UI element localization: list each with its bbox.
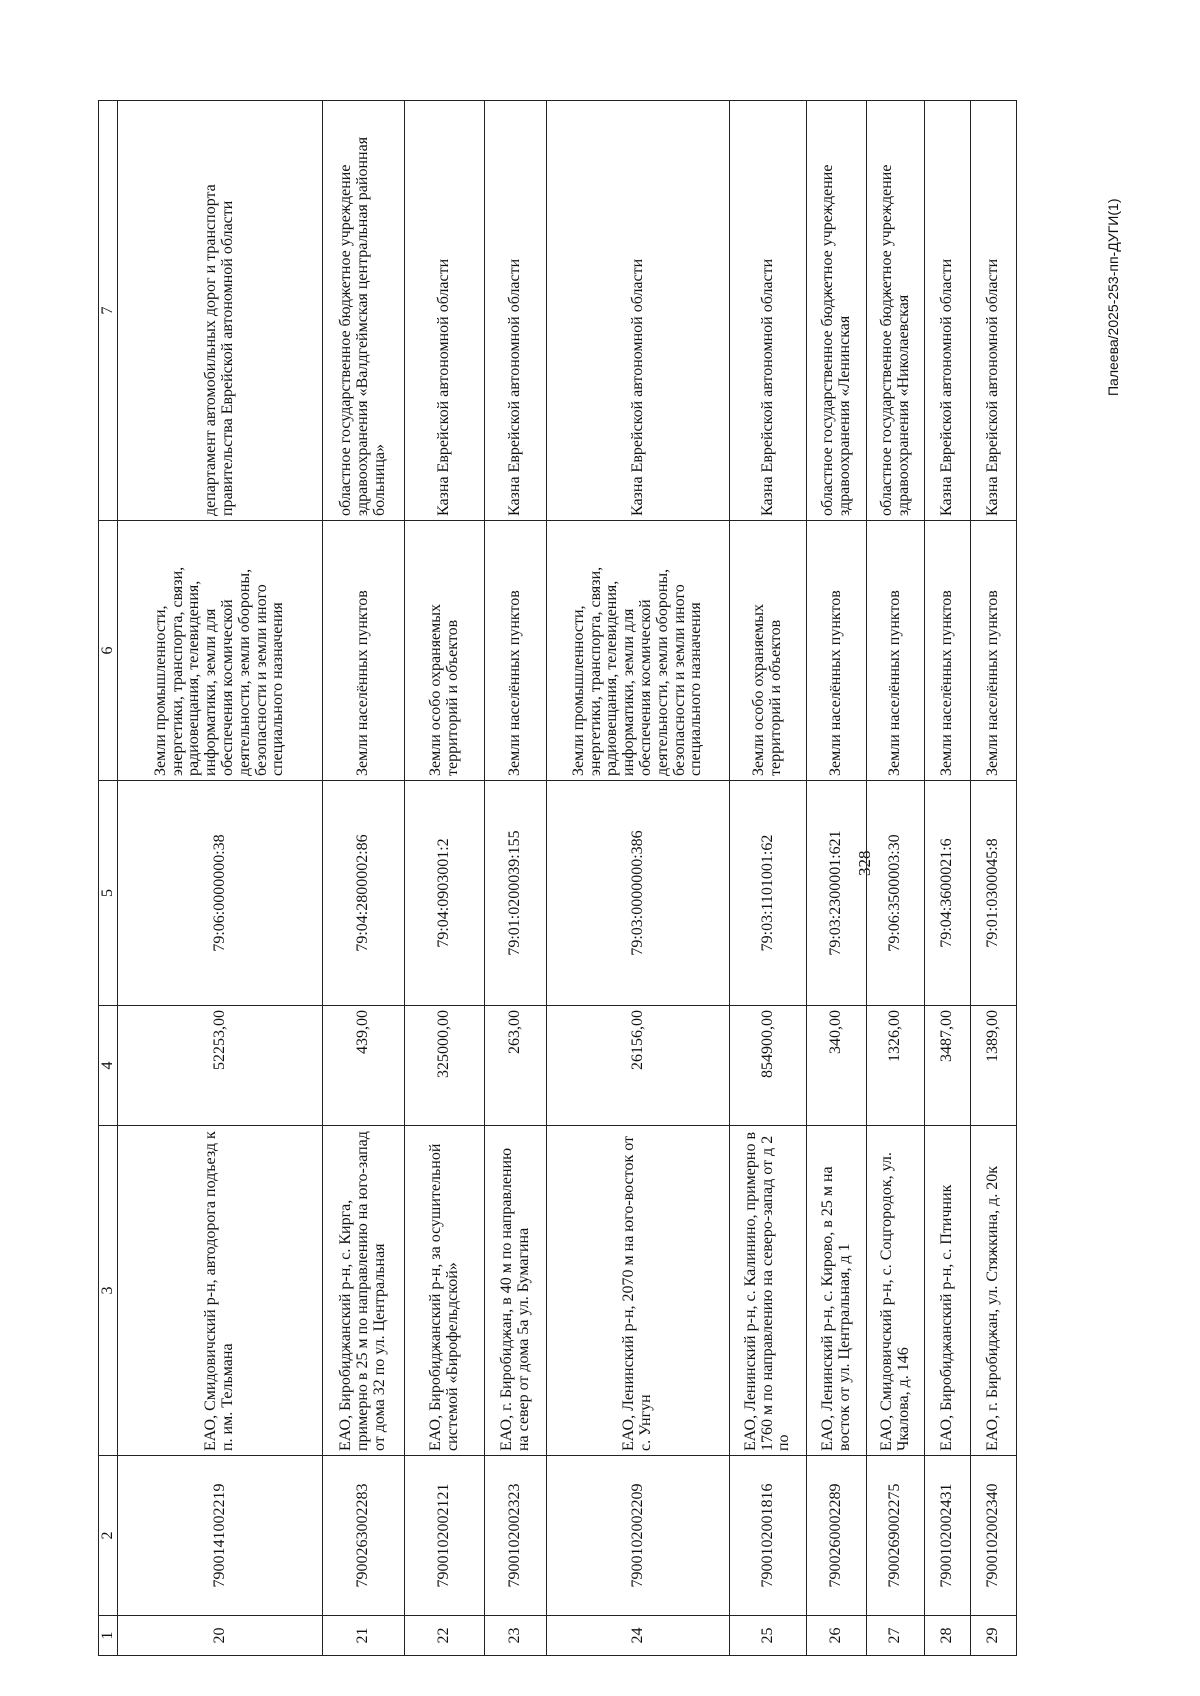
table-row	[730, 101, 807, 1656]
cadastral-number: 79:01:0200039:155	[485, 781, 547, 1006]
address: ЕАО, Ленинский р-н, с. Калинино, примерно в 1760 м по направлению на северо-запад от д 2 по	[730, 1126, 807, 1456]
area: 26156,00	[547, 1006, 730, 1126]
cadastral-number: 79:04:0903001:2	[405, 781, 485, 1006]
row-number: 21	[323, 1616, 405, 1656]
column-header: 5	[99, 781, 118, 1006]
row-number: 29	[971, 1616, 1017, 1656]
right-holder: Казна Еврейской автономной области	[485, 101, 547, 521]
area: 263,00	[485, 1006, 547, 1126]
right-holder: областное государственное бюджетное учреждение здравоохранения «Николаевская	[867, 101, 925, 521]
column-header: 3	[99, 1126, 118, 1456]
table-row	[547, 101, 730, 1656]
land-category: Земли особо охраняемых территорий и объектов	[405, 521, 485, 781]
address: ЕАО, г. Биробиджан, в 40 м по направлению на север от дома 5а ул. Бумагина	[485, 1126, 547, 1456]
right-holder: Казна Еврейской автономной области	[925, 101, 971, 521]
table-row	[971, 101, 1017, 1656]
registry-code: 7900260002289	[807, 1456, 867, 1616]
land-category: Земли особо охраняемых территорий и объектов	[730, 521, 807, 781]
cadastral-number: 79:04:3600021:6	[925, 781, 971, 1006]
right-holder: Казна Еврейской автономной области	[971, 101, 1017, 521]
page-number: 328	[855, 850, 874, 876]
right-holder: Казна Еврейской автономной области	[405, 101, 485, 521]
registry-code: 7900263002283	[323, 1456, 405, 1616]
address: ЕАО, Ленинский р-н, 2070 м на юго-восток от с. Унгун	[547, 1126, 730, 1456]
cadastral-number: 79:06:0000000:38	[118, 781, 323, 1006]
table-row	[867, 101, 925, 1656]
area: 1389,00	[971, 1006, 1017, 1126]
address: ЕАО, Биробиджанский р-н, с. Птичник	[925, 1126, 971, 1456]
column-header: 7	[99, 101, 118, 521]
land-category: Земли населённых пунктов	[485, 521, 547, 781]
row-number: 27	[867, 1616, 925, 1656]
cadastral-number: 79:03:0000000:386	[547, 781, 730, 1006]
row-number: 22	[405, 1616, 485, 1656]
land-category: Земли населённых пунктов	[925, 521, 971, 781]
address: ЕАО, Биробиджанский р-н, за осушительной системой «Бирофельдской»	[405, 1126, 485, 1456]
area: 439,00	[323, 1006, 405, 1126]
area: 325000,00	[405, 1006, 485, 1126]
registry-code: 7900269002275	[867, 1456, 925, 1616]
address: ЕАО, г. Биробиджан, ул. Стяжкина, д. 20к	[971, 1126, 1017, 1456]
right-holder: департамент автомобильных дорог и транспорта правительства Еврейской автономной области	[118, 101, 323, 521]
address: ЕАО, Ленинский р-н, с. Кирово, в 25 м на восток от ул. Центральная, д 1	[807, 1126, 867, 1456]
row-number: 20	[118, 1616, 323, 1656]
right-holder: областное государственное бюджетное учреждение здравоохранения «Валдгеймская центральная районная больница»	[323, 101, 405, 521]
area: 340,00	[807, 1006, 867, 1126]
column-header: 4	[99, 1006, 118, 1126]
registry-code: 7900102001816	[730, 1456, 807, 1616]
column-header: 6	[99, 521, 118, 781]
land-category: Земли промышленности, энергетики, транспорта, связи, радиовещания, телевидения, информатики, земли для обеспечения космической деятельности, земли обороны, безопасности и земли иного специального назначения	[118, 521, 323, 781]
registry-code: 7900102002209	[547, 1456, 730, 1616]
land-category: Земли населённых пунктов	[971, 521, 1017, 781]
column-header: 2	[99, 1456, 118, 1616]
land-category: Земли населённых пунктов	[867, 521, 925, 781]
land-category: Земли населённых пунктов	[323, 521, 405, 781]
cadastral-number: 79:03:1101001:62	[730, 781, 807, 1006]
area: 1326,00	[867, 1006, 925, 1126]
table-row	[485, 101, 547, 1656]
right-holder: областное государственное бюджетное учреждение здравоохранения «Ленинская	[807, 101, 867, 521]
document-footer: Палеева/2025-253-пп-ДУГИ(1)	[1105, 198, 1121, 396]
registry-code: 7900102002121	[405, 1456, 485, 1616]
registry-code: 7900141002219	[118, 1456, 323, 1616]
row-number: 26	[807, 1616, 867, 1656]
right-holder: Казна Еврейской автономной области	[730, 101, 807, 521]
table-row	[118, 101, 323, 1656]
table-row	[925, 101, 971, 1656]
row-number: 24	[547, 1616, 730, 1656]
cadastral-number: 79:03:2300001:621	[807, 781, 867, 1006]
land-registry-table	[98, 100, 1017, 1656]
table-row	[323, 101, 405, 1656]
right-holder: Казна Еврейской автономной области	[547, 101, 730, 521]
registry-code: 7900102002340	[971, 1456, 1017, 1616]
table-row	[807, 101, 867, 1656]
address: ЕАО, Биробиджанский р-н, с. Кирга, примерно в 25 м по направлению на юго-запад от дома 32 по ул. Центральная	[323, 1126, 405, 1456]
cadastral-number: 79:01:0300045:8	[971, 781, 1017, 1006]
address: ЕАО, Смидовичский р-н, с. Соцгородок, ул. Чкалова, д. 146	[867, 1126, 925, 1456]
land-category: Земли населённых пунктов	[807, 521, 867, 781]
land-category: Земли промышленности, энергетики, транспорта, связи, радиовещания, телевидения, информатики, земли для обеспечения космической деятельности, земли обороны, безопасности и земли иного специального назначения	[547, 521, 730, 781]
row-number: 23	[485, 1616, 547, 1656]
registry-code: 7900102002431	[925, 1456, 971, 1616]
cadastral-number: 79:06:3500003:30	[867, 781, 925, 1006]
area: 52253,00	[118, 1006, 323, 1126]
area: 854900,00	[730, 1006, 807, 1126]
column-number-row	[99, 101, 118, 1656]
registry-code: 7900102002323	[485, 1456, 547, 1616]
area: 3487,00	[925, 1006, 971, 1126]
cadastral-number: 79:04:2800002:86	[323, 781, 405, 1006]
row-number: 25	[730, 1616, 807, 1656]
column-header: 1	[99, 1616, 118, 1656]
table-row	[405, 101, 485, 1656]
address: ЕАО, Смидовичский р-н, автодорога подъезд к п. им. Тельмана	[118, 1126, 323, 1456]
row-number: 28	[925, 1616, 971, 1656]
